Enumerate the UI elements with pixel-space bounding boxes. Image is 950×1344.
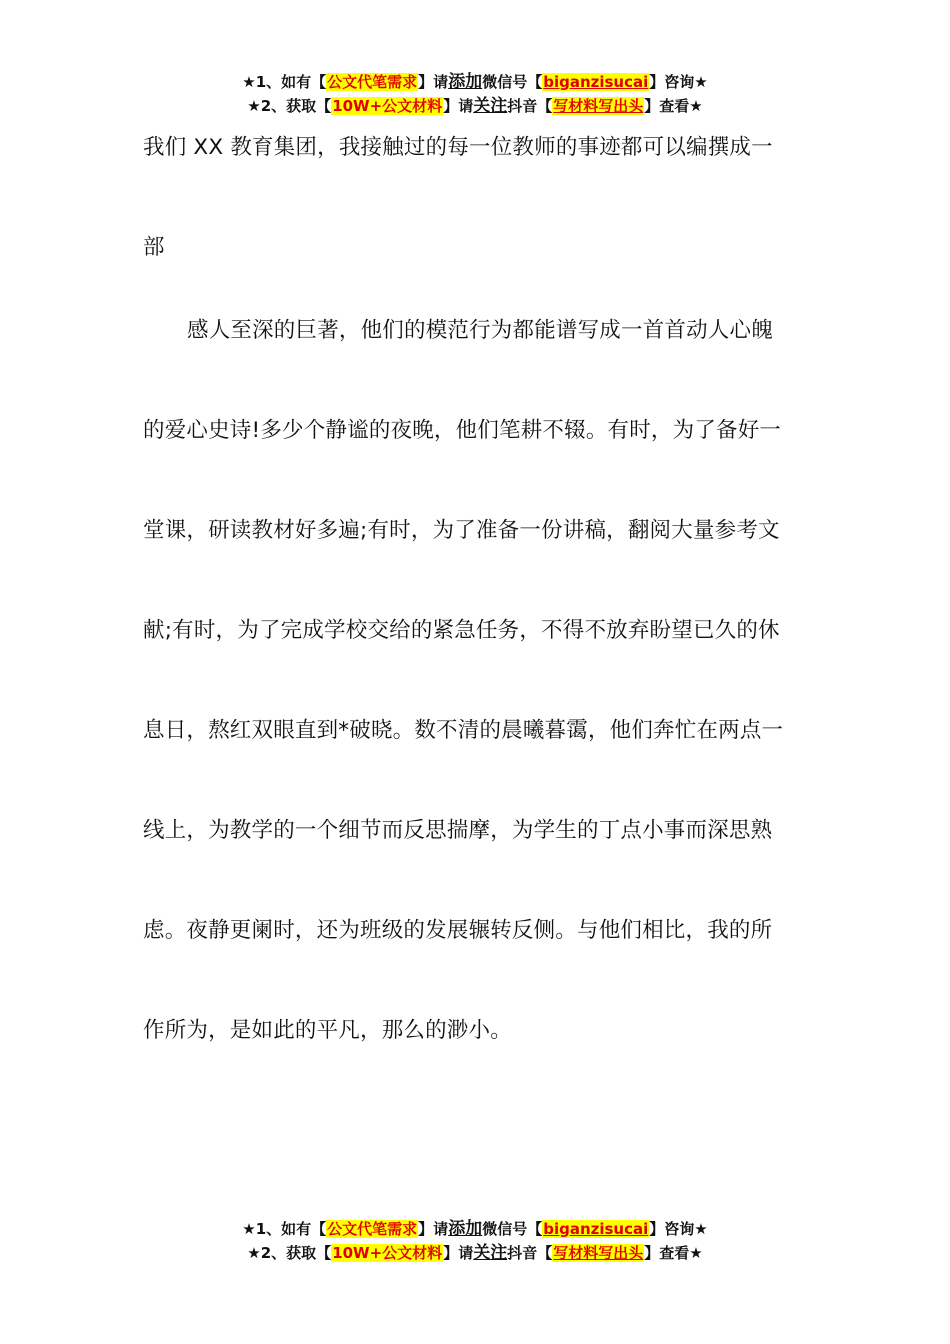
banner-text: 】请	[443, 1244, 474, 1262]
banner-text: 1、如有【	[255, 1220, 327, 1238]
banner-text: 】咨询★	[649, 1220, 708, 1238]
banner-text: 微信号【	[482, 1220, 543, 1238]
star-icon: ★	[247, 1244, 261, 1262]
body-line: 部	[143, 235, 165, 260]
body-line: 堂课，研读教材好多遍;有时，为了准备一份讲稿，翻阅大量参考文	[143, 518, 780, 543]
highlight-service: 公文代笔需求	[327, 1220, 418, 1238]
banner-line-1	[0, 70, 950, 94]
banner-line-2	[0, 94, 950, 118]
footer-banner	[0, 1217, 950, 1265]
header-banner	[0, 70, 950, 118]
body-line: 作所为，是如此的平凡，那么的渺小。	[143, 1018, 512, 1043]
banner-line-1	[0, 1217, 950, 1241]
highlight-wechat-id: biganzisucai	[543, 1220, 649, 1238]
highlight-wechat-id: biganzisucai	[543, 73, 649, 91]
banner-text: 】查看★	[644, 97, 703, 115]
banner-text: 】请	[443, 97, 474, 115]
highlight-douyin-account: 写材料写出头	[553, 1244, 644, 1262]
banner-text: 】请	[418, 1220, 449, 1238]
banner-text: 微信号【	[482, 73, 543, 91]
banner-text: 】查看★	[644, 1244, 703, 1262]
banner-text: 抖音【	[507, 97, 553, 115]
banner-text: 2、获取【	[260, 97, 332, 115]
star-icon: ★	[247, 97, 261, 115]
body-line: 感人至深的巨著，他们的模范行为都能谱写成一首首动人心魄	[187, 318, 773, 343]
body-line: 的爱心史诗!多少个静谧的夜晚，他们笔耕不辍。有时，为了备好一	[143, 418, 782, 443]
banner-text: 1、如有【	[255, 73, 327, 91]
banner-line-2	[0, 1241, 950, 1265]
banner-text: 】请	[418, 73, 449, 91]
banner-text: 抖音【	[507, 1244, 553, 1262]
star-icon: ★	[242, 73, 256, 91]
highlight-service: 公文代笔需求	[327, 73, 418, 91]
body-line: 虑。夜静更阑时，还为班级的发展辗转反侧。与他们相比，我的所	[143, 918, 773, 943]
highlight-douyin-account: 写材料写出头	[553, 97, 644, 115]
highlight-materials: 10W+公文材料	[332, 1244, 443, 1262]
body-line: 我们 XX 教育集团，我接触过的每一位教师的事迹都可以编撰成一	[143, 135, 773, 160]
banner-text: 】咨询★	[649, 73, 708, 91]
emphasis-add: 添加	[448, 1219, 483, 1239]
body-line: 献;有时，为了完成学校交给的紧急任务，不得不放弃盼望已久的休	[143, 618, 780, 643]
body-line: 线上，为教学的一个细节而反思揣摩，为学生的丁点小事而深思熟	[143, 818, 773, 843]
star-icon: ★	[242, 1220, 256, 1238]
emphasis-follow: 关注	[473, 96, 508, 116]
highlight-materials: 10W+公文材料	[332, 97, 443, 115]
banner-text: 2、获取【	[260, 1244, 332, 1262]
emphasis-add: 添加	[448, 72, 483, 92]
body-line: 息日，熬红双眼直到*破晓。数不清的晨曦暮霭，他们奔忙在两点一	[143, 718, 784, 743]
emphasis-follow: 关注	[473, 1243, 508, 1263]
